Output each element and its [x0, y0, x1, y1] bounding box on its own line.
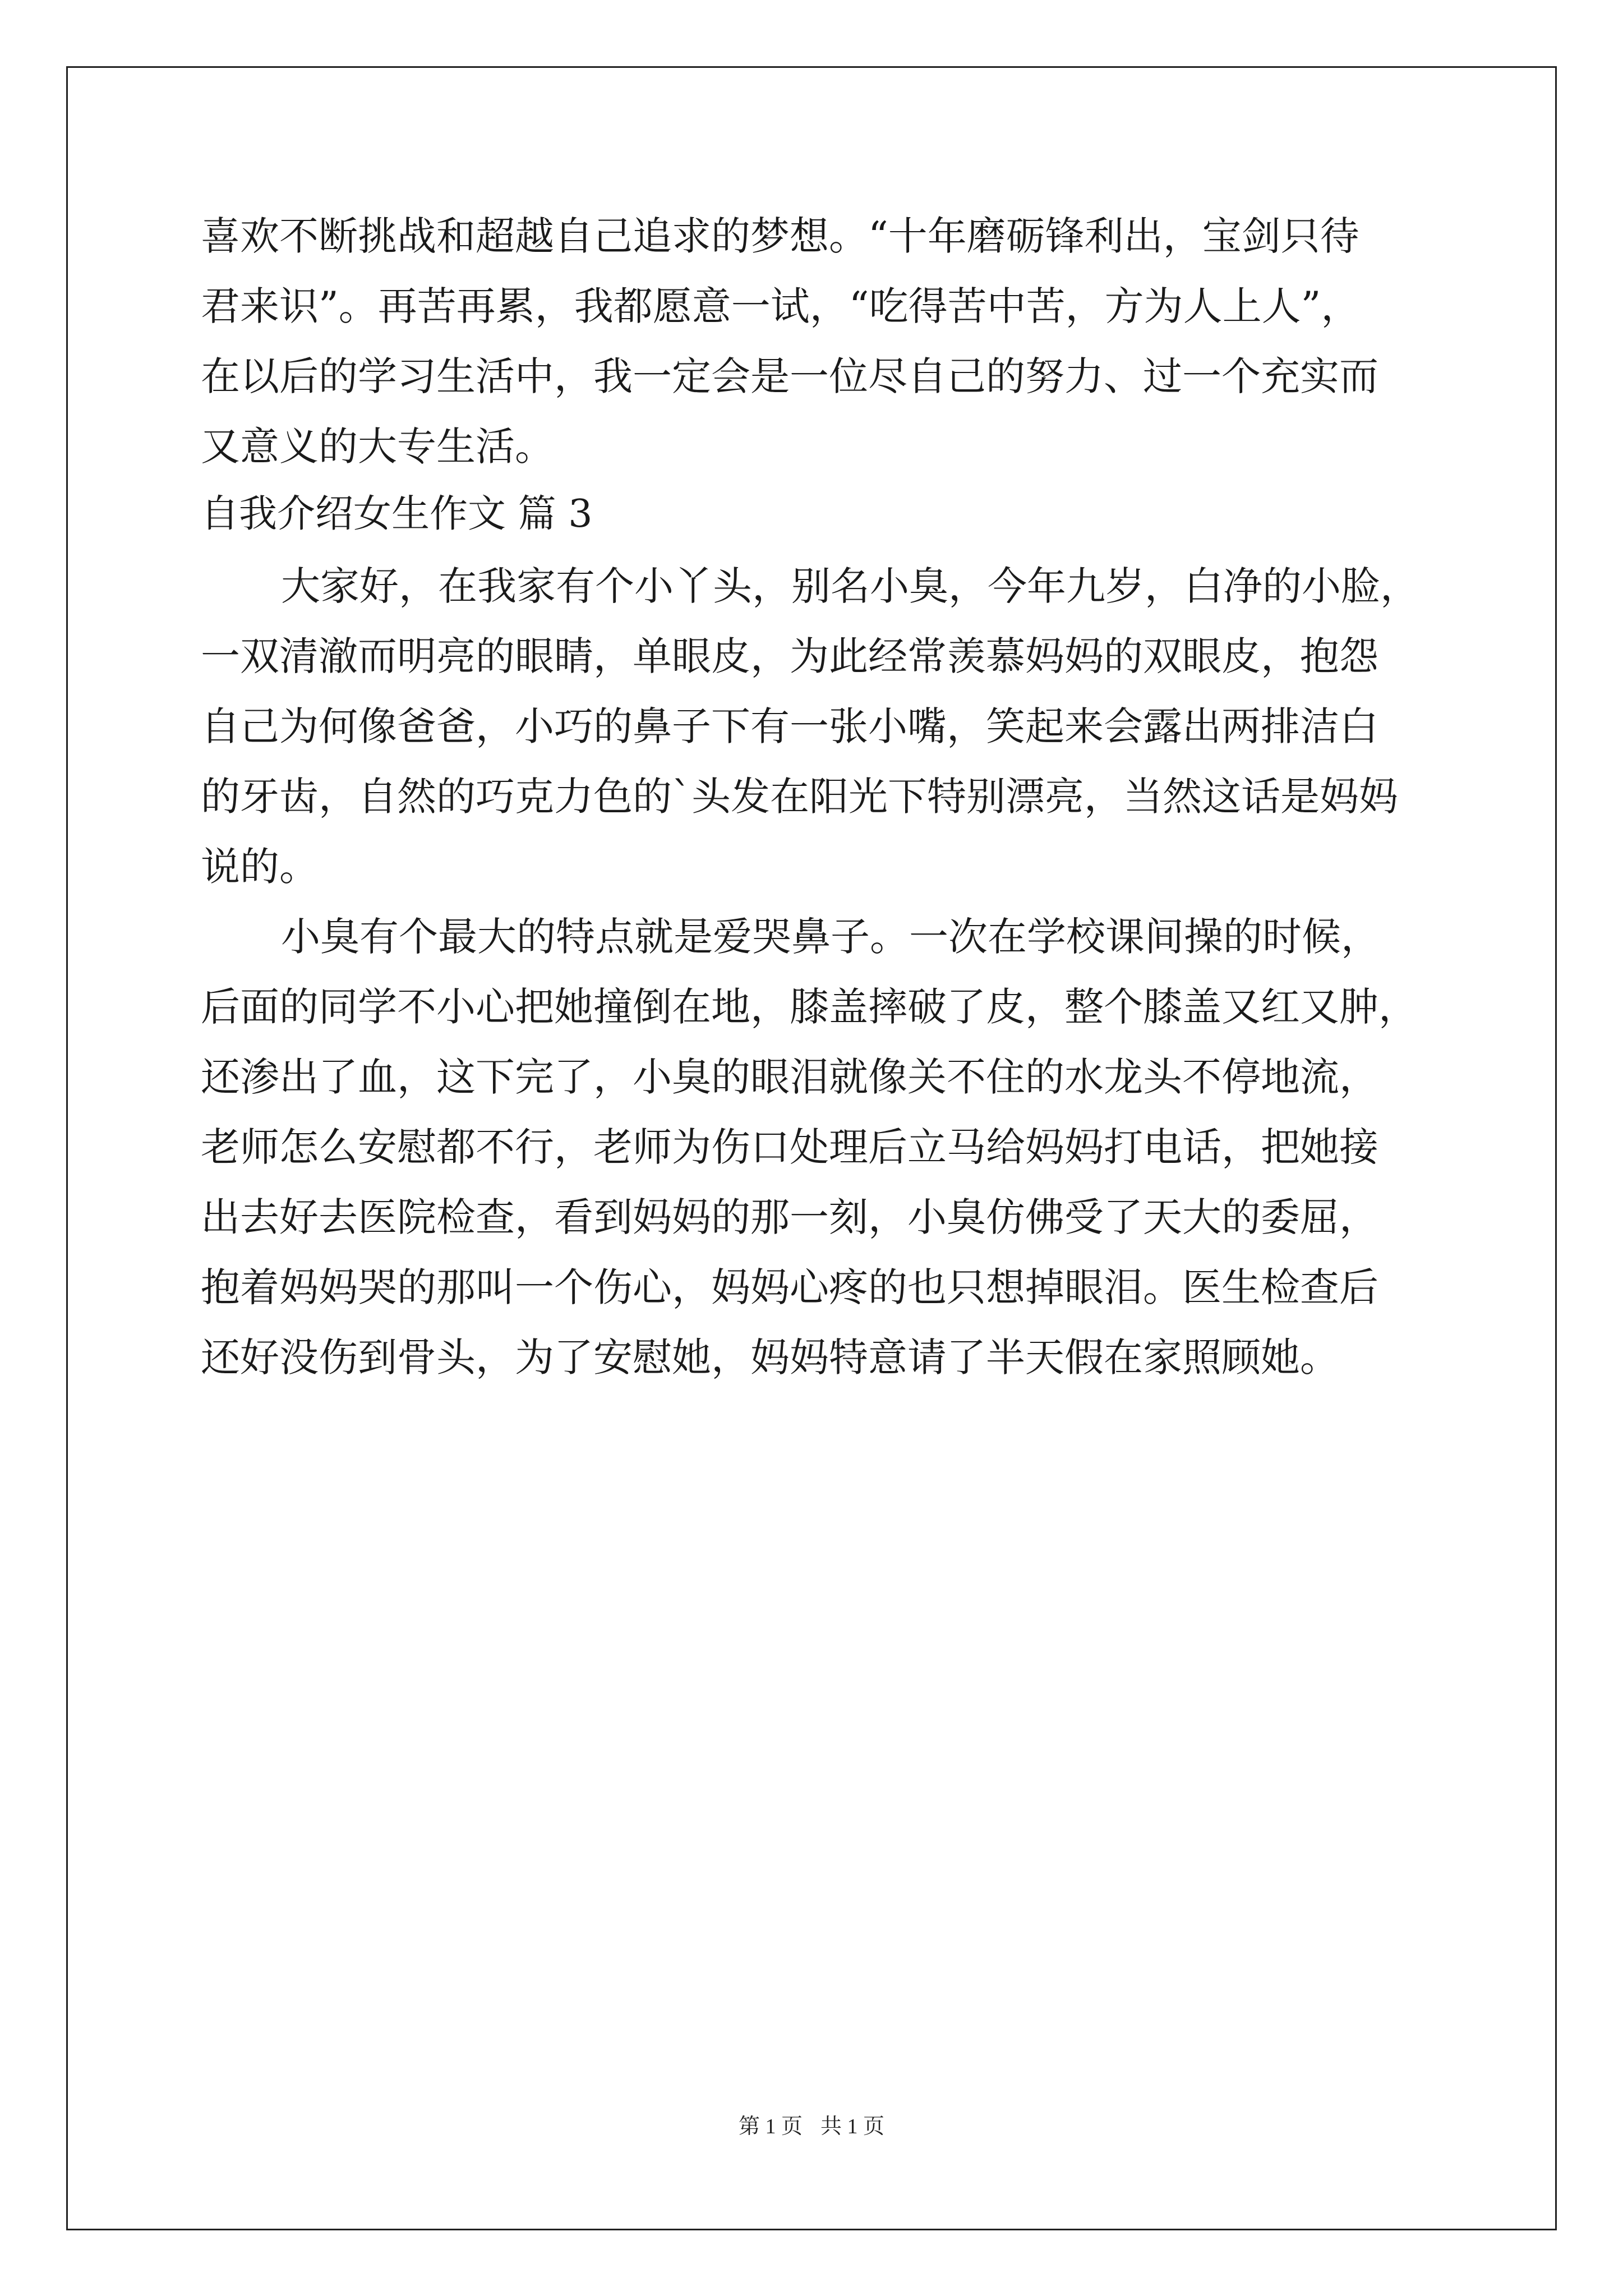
paragraph-line: 出去好去医院检查，看到妈妈的那一刻，小臭仿佛受了天大的委屈， — [201, 1194, 1378, 1240]
paragraph-line: 的牙齿，自然的巧克力色的`头发在阳光下特别漂亮，当然这话是妈妈 — [201, 774, 1398, 820]
paragraph-line: 抱着妈妈哭的那叫一个伤心，妈妈心疼的也只想掉眼泪。医生检查后 — [201, 1264, 1378, 1310]
page-total: 共 1 页 — [820, 2115, 885, 2138]
section-heading: 自我介绍女生作文 篇 3 — [201, 492, 593, 536]
paragraph-line: 小臭有个最大的特点就是爱哭鼻子。一次在学校课间操的时候， — [281, 914, 1380, 960]
paragraph-line: 还渗出了血，这下完了，小臭的眼泪就像关不住的水龙头不停地流， — [201, 1054, 1378, 1100]
paragraph-line: 喜欢不断挑战和超越自己追求的梦想。“十年磨砺锋利出，宝剑只待 — [201, 213, 1359, 259]
paragraph-line: 说的。 — [201, 844, 319, 890]
page-number: 第 1 页 — [738, 2115, 803, 2138]
paragraph-line: 一双清澈而明亮的眼睛，单眼皮，为此经常羡慕妈妈的双眼皮，抱怨 — [201, 633, 1378, 679]
paragraph-line: 又意义的大专生活。 — [201, 424, 554, 470]
paragraph-line: 在以后的学习生活中，我一定会是一位尽自己的努力、过一个充实而 — [201, 353, 1378, 399]
paragraph-line: 后面的同学不小心把她撞倒在地，膝盖摔破了皮，整个膝盖又红又肿， — [201, 984, 1418, 1030]
paragraph-line: 还好没伤到骨头，为了安慰她，妈妈特意请了半天假在家照顾她。 — [201, 1335, 1339, 1381]
page-footer — [0, 2113, 1623, 2141]
paragraph-line: 大家好，在我家有个小丫头，别名小臭，今年九岁，白净的小脸， — [281, 563, 1419, 609]
paragraph-line: 老师怎么安慰都不行，老师为伤口处理后立马给妈妈打电话，把她接 — [201, 1124, 1378, 1170]
paragraph-line: 自己为何像爸爸，小巧的鼻子下有一张小嘴，笑起来会露出两排洁白 — [201, 703, 1378, 749]
paragraph-line: 君来识”。再苦再累，我都愿意一试，“吃得苦中苦，方为人上人”， — [201, 283, 1361, 329]
